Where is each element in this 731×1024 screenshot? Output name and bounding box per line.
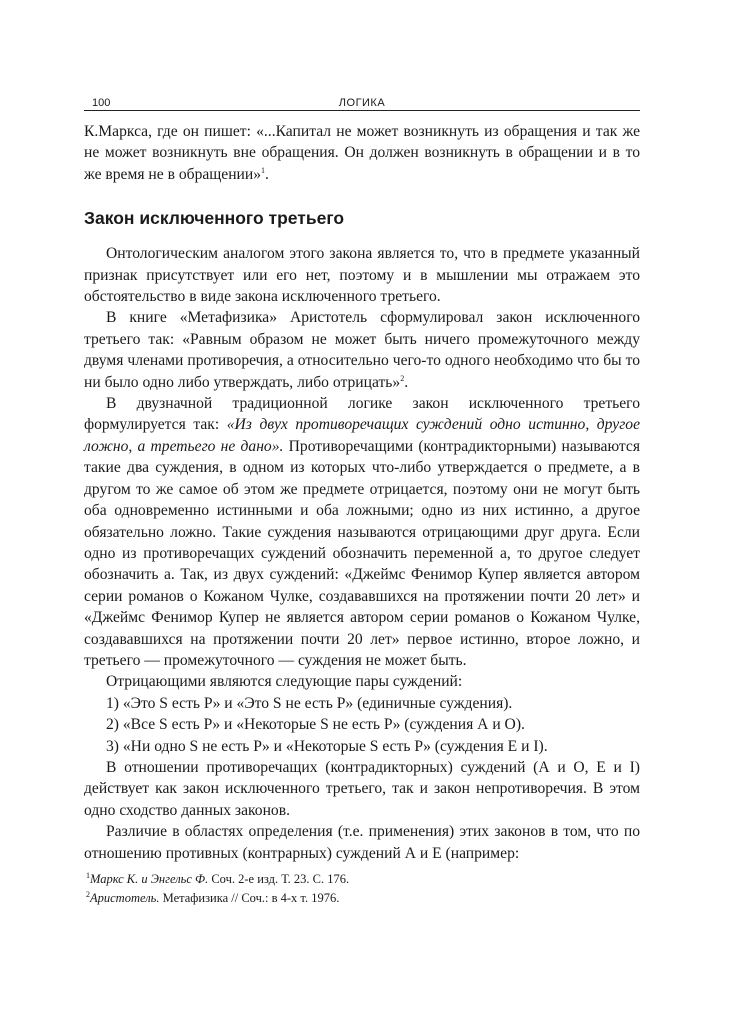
running-title: ЛОГИКА: [338, 97, 386, 109]
footnote-2-text: Метафизика // Соч.: в 4-х т. 1976.: [159, 891, 340, 905]
paragraph-definition: [84, 393, 640, 671]
footnote-1: [84, 870, 640, 889]
footnote-ref-2: 2: [400, 373, 405, 383]
body-text: [84, 121, 640, 908]
paragraph-ontology: Онтологическим аналогом этого закона является то, что в предмете указанный признак присутствует или его нет, поэтому и в мышлении мы отражаем это обстоятельство в виде закона исключенного третьего.: [84, 245, 640, 306]
footnote-1-text: Соч. 2-е изд. Т. 23. С. 176.: [208, 872, 350, 886]
footnote-ref-1: 1: [261, 165, 266, 175]
paragraph-pairs-intro: Отрицающими являются следующие пары суждений:: [106, 673, 463, 691]
list-item-3: 3) «Ни одно S не есть P» и «Некоторые S есть P» (суждения Е и I).: [106, 737, 548, 755]
section-heading: Закон исключенного третьего: [84, 208, 345, 229]
footnote-2: [84, 889, 640, 908]
running-header: [84, 94, 640, 111]
list-item-2: 2) «Все S есть P» и «Некоторые S не есть P» (суждения А и О).: [106, 716, 525, 734]
definition-text-a: В двузначной традиционной логике закон исключенного третьего формулируется так:: [84, 395, 640, 434]
intro-text: К.Маркса, где он пишет: «...Капитал не может возникнуть из обращения и так же не может возникнуть вне обращения. Он должен возникнуть в обращении и в то же время не в обращении»: [84, 123, 640, 183]
book-page: [84, 94, 640, 908]
list-item-1: 1) «Это S есть P» и «Это S не есть P» (единичные суждения).: [106, 694, 513, 712]
footnote-1-author: Маркс К. и Энгельс Ф.: [90, 872, 209, 886]
definition-text-b: Противоречащими (контрадикторными) называются такие два суждения, в одном из которых что-либо утверждается о предмете, а в другом то же самое об этом же предмете отрицается, поэтому они не могут быть оба одновременно истинными и оба ложными; одно из них истинно, а другое обязательно ложно. Такие суждения называются отрицающими друг друга. Если одно из противоречащих суждений обозначить переменной a, то другое следует обозначить a. Так, из двух суждений: «Джеймс Фенимор Купер является автором серии романов о Кожаном Чулке, создававшихся на протяжении почти 20 лет» и «Джеймс Фенимор Купер не является автором серии романов о Кожаном Чулке, создававшихся на протяжении почти 20 лет» первое истинно, второе ложно, и третьего — промежуточного — суждения не может быть.: [84, 437, 640, 669]
paragraph-aristotle: [84, 307, 640, 393]
footnote-2-marker: 2: [86, 889, 90, 899]
intro-paragraph: [84, 121, 640, 185]
paragraph-contradictory: В отношении противоречащих (контрадикторных) суждений (А и О, Е и I) действует как закон исключенного третьего, так и закон непротиворечия. В этом одно сходство данных законов.: [84, 758, 640, 819]
aristotle-text: В книге «Метафизика» Аристотель сформулировал закон исключенного третьего так: «Равным образом не может быть ничего промежуточного между двумя членами противоречия, а относительно чего-то одного необходимо что бы то ни было одно либо утверждать, либо отрицать»: [84, 309, 640, 391]
aristotle-end: .: [404, 373, 409, 391]
footnotes: [84, 870, 640, 908]
paragraph-difference: Различие в областях определения (т.е. применения) этих законов в том, что по отношению противных (контрарных) суждений А и Е (например:: [84, 823, 640, 862]
law-formulation: «Из двух противоречащих суждений одно истинно, другое ложно, а третьего не дано».: [84, 416, 640, 455]
footnote-2-author: Аристотель.: [90, 891, 160, 905]
page-number: 100: [92, 97, 111, 109]
footnote-1-marker: 1: [86, 870, 90, 880]
intro-end: .: [265, 165, 269, 183]
